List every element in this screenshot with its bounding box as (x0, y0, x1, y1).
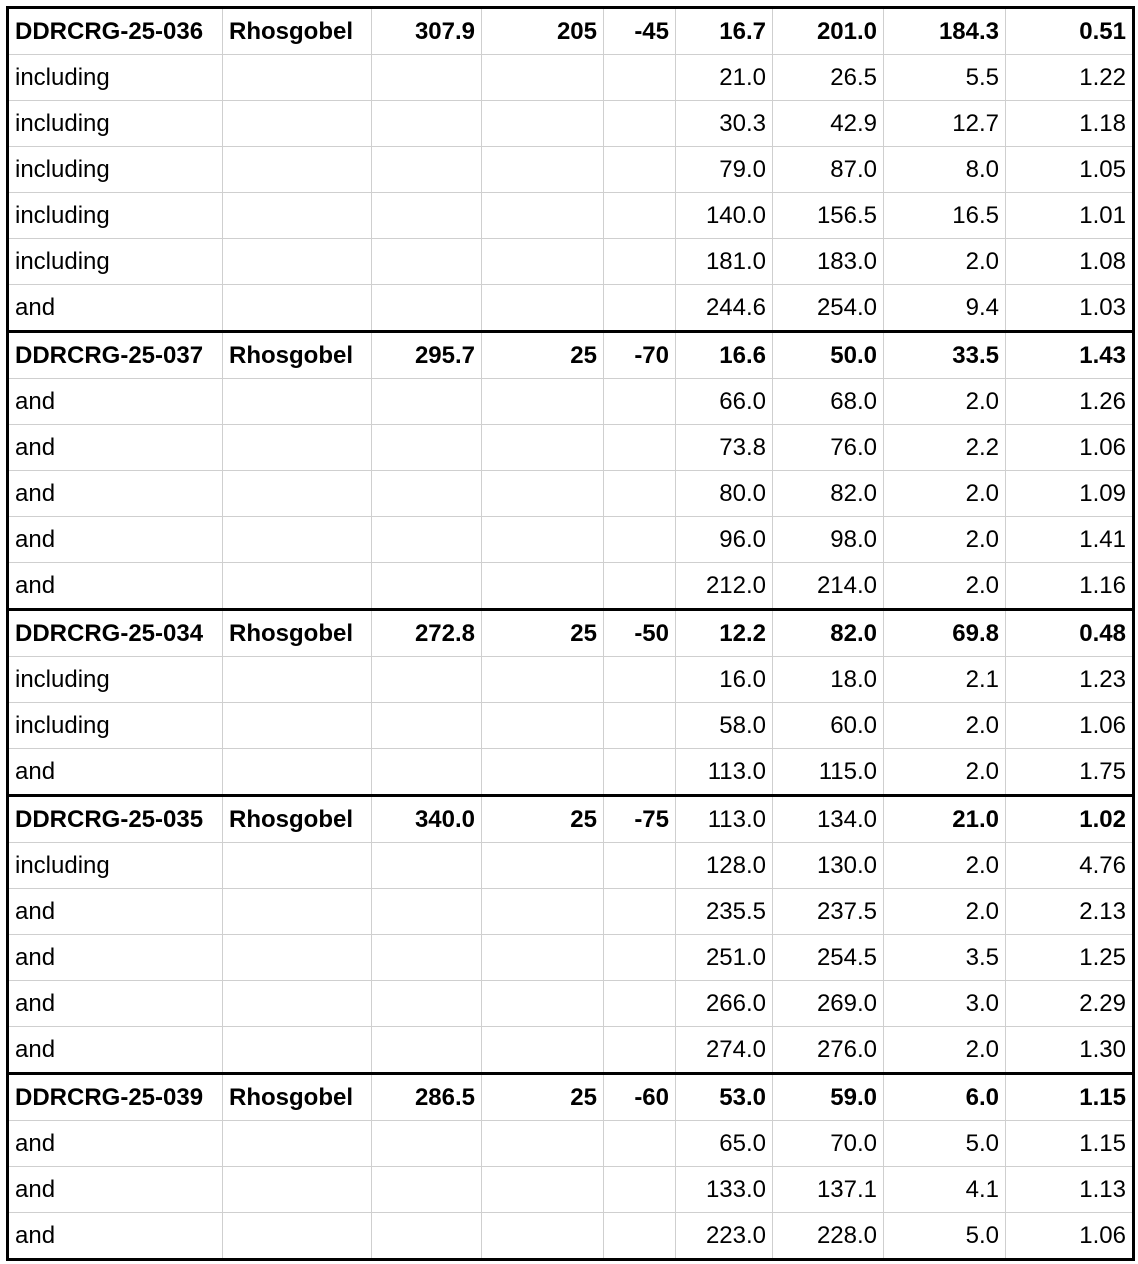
empty-cell (372, 981, 482, 1027)
from-cell: 80.0 (676, 471, 773, 517)
empty-cell (482, 101, 604, 147)
grade-cell: 1.18 (1006, 101, 1134, 147)
hole-id-cell: DDRCRG-25-039 (8, 1074, 223, 1121)
empty-cell (223, 1027, 372, 1074)
col4-value-cell: 25 (482, 332, 604, 379)
empty-cell (372, 285, 482, 332)
col4-value-cell: 25 (482, 1074, 604, 1121)
intercept-row (8, 425, 1134, 471)
interval-cell: 2.0 (884, 889, 1006, 935)
grade-cell: 0.48 (1006, 610, 1134, 657)
to-cell: 254.5 (773, 935, 884, 981)
interval-cell: 2.0 (884, 239, 1006, 285)
empty-cell (372, 1121, 482, 1167)
intercept-row (8, 889, 1134, 935)
hole-header-row (8, 332, 1134, 379)
empty-cell (372, 1213, 482, 1260)
qualifier-cell: and (8, 981, 223, 1027)
empty-cell (482, 55, 604, 101)
empty-cell (604, 55, 676, 101)
empty-cell (604, 1027, 676, 1074)
to-cell: 76.0 (773, 425, 884, 471)
col3-value-cell: 272.8 (372, 610, 482, 657)
empty-cell (604, 379, 676, 425)
empty-cell (604, 425, 676, 471)
grade-cell: 1.15 (1006, 1121, 1134, 1167)
interval-cell: 5.5 (884, 55, 1006, 101)
grade-cell: 1.13 (1006, 1167, 1134, 1213)
interval-cell: 2.0 (884, 703, 1006, 749)
interval-cell: 21.0 (884, 796, 1006, 843)
empty-cell (482, 517, 604, 563)
from-cell: 16.0 (676, 657, 773, 703)
interval-cell: 2.0 (884, 379, 1006, 425)
empty-cell (372, 703, 482, 749)
empty-cell (223, 563, 372, 610)
to-cell: 18.0 (773, 657, 884, 703)
qualifier-cell: and (8, 1121, 223, 1167)
intercept-row (8, 1167, 1134, 1213)
to-cell: 70.0 (773, 1121, 884, 1167)
grade-cell: 1.15 (1006, 1074, 1134, 1121)
intercept-row (8, 285, 1134, 332)
qualifier-cell: and (8, 749, 223, 796)
from-cell: 16.7 (676, 8, 773, 55)
empty-cell (223, 379, 372, 425)
grade-cell: 1.25 (1006, 935, 1134, 981)
from-cell: 244.6 (676, 285, 773, 332)
empty-cell (372, 239, 482, 285)
intercept-row (8, 657, 1134, 703)
to-cell: 254.0 (773, 285, 884, 332)
to-cell: 50.0 (773, 332, 884, 379)
grade-cell: 1.01 (1006, 193, 1134, 239)
empty-cell (223, 843, 372, 889)
empty-cell (604, 101, 676, 147)
hole-id-cell: DDRCRG-25-035 (8, 796, 223, 843)
interval-cell: 3.0 (884, 981, 1006, 1027)
to-cell: 237.5 (773, 889, 884, 935)
intercept-row (8, 239, 1134, 285)
empty-cell (604, 193, 676, 239)
empty-cell (372, 935, 482, 981)
col3-value-cell: 307.9 (372, 8, 482, 55)
qualifier-cell: and (8, 1167, 223, 1213)
empty-cell (604, 1167, 676, 1213)
to-cell: 59.0 (773, 1074, 884, 1121)
to-cell: 201.0 (773, 8, 884, 55)
empty-cell (482, 147, 604, 193)
to-cell: 82.0 (773, 471, 884, 517)
empty-cell (223, 889, 372, 935)
prospect-cell: Rhosgobel (223, 8, 372, 55)
to-cell: 156.5 (773, 193, 884, 239)
interval-cell: 5.0 (884, 1121, 1006, 1167)
hole-id-cell: DDRCRG-25-036 (8, 8, 223, 55)
empty-cell (482, 889, 604, 935)
from-cell: 235.5 (676, 889, 773, 935)
empty-cell (482, 471, 604, 517)
grade-cell: 1.03 (1006, 285, 1134, 332)
intercept-row (8, 935, 1134, 981)
qualifier-cell: including (8, 239, 223, 285)
col3-value-cell: 286.5 (372, 1074, 482, 1121)
from-cell: 251.0 (676, 935, 773, 981)
from-cell: 65.0 (676, 1121, 773, 1167)
empty-cell (372, 101, 482, 147)
empty-cell (604, 563, 676, 610)
interval-cell: 2.0 (884, 843, 1006, 889)
empty-cell (372, 379, 482, 425)
empty-cell (223, 285, 372, 332)
qualifier-cell: including (8, 101, 223, 147)
empty-cell (372, 563, 482, 610)
prospect-cell: Rhosgobel (223, 332, 372, 379)
empty-cell (482, 1213, 604, 1260)
empty-cell (604, 749, 676, 796)
empty-cell (223, 1213, 372, 1260)
prospect-cell: Rhosgobel (223, 610, 372, 657)
qualifier-cell: including (8, 703, 223, 749)
from-cell: 113.0 (676, 749, 773, 796)
empty-cell (372, 193, 482, 239)
empty-cell (482, 239, 604, 285)
grade-cell: 1.09 (1006, 471, 1134, 517)
hole-header-row (8, 1074, 1134, 1121)
empty-cell (372, 843, 482, 889)
grade-cell: 1.75 (1006, 749, 1134, 796)
empty-cell (223, 657, 372, 703)
empty-cell (604, 889, 676, 935)
col4-value-cell: 25 (482, 796, 604, 843)
from-cell: 21.0 (676, 55, 773, 101)
grade-cell: 1.16 (1006, 563, 1134, 610)
grade-cell: 1.22 (1006, 55, 1134, 101)
grade-cell: 0.51 (1006, 8, 1134, 55)
empty-cell (223, 703, 372, 749)
grade-cell: 1.06 (1006, 1213, 1134, 1260)
intercept-row (8, 1027, 1134, 1074)
qualifier-cell: including (8, 843, 223, 889)
qualifier-cell: and (8, 425, 223, 471)
from-cell: 96.0 (676, 517, 773, 563)
empty-cell (482, 425, 604, 471)
empty-cell (604, 703, 676, 749)
to-cell: 214.0 (773, 563, 884, 610)
empty-cell (372, 749, 482, 796)
empty-cell (223, 193, 372, 239)
grade-cell: 2.29 (1006, 981, 1134, 1027)
hole-header-row (8, 8, 1134, 55)
qualifier-cell: and (8, 517, 223, 563)
empty-cell (482, 1027, 604, 1074)
interval-cell: 2.0 (884, 517, 1006, 563)
to-cell: 134.0 (773, 796, 884, 843)
to-cell: 60.0 (773, 703, 884, 749)
intercept-row (8, 55, 1134, 101)
empty-cell (482, 563, 604, 610)
empty-cell (372, 657, 482, 703)
from-cell: 12.2 (676, 610, 773, 657)
empty-cell (482, 843, 604, 889)
empty-cell (372, 1027, 482, 1074)
empty-cell (223, 1167, 372, 1213)
interval-cell: 5.0 (884, 1213, 1006, 1260)
col4-value-cell: 205 (482, 8, 604, 55)
empty-cell (372, 517, 482, 563)
interval-cell: 8.0 (884, 147, 1006, 193)
grade-cell: 1.06 (1006, 703, 1134, 749)
from-cell: 66.0 (676, 379, 773, 425)
drill-results-table (6, 6, 1135, 1261)
from-cell: 212.0 (676, 563, 773, 610)
interval-cell: 2.0 (884, 1027, 1006, 1074)
from-cell: 133.0 (676, 1167, 773, 1213)
from-cell: 140.0 (676, 193, 773, 239)
interval-cell: 2.1 (884, 657, 1006, 703)
qualifier-cell: and (8, 1213, 223, 1260)
grade-cell: 1.08 (1006, 239, 1134, 285)
from-cell: 73.8 (676, 425, 773, 471)
from-cell: 53.0 (676, 1074, 773, 1121)
interval-cell: 16.5 (884, 193, 1006, 239)
prospect-cell: Rhosgobel (223, 796, 372, 843)
col5-value-cell: -70 (604, 332, 676, 379)
empty-cell (604, 657, 676, 703)
intercept-row (8, 1121, 1134, 1167)
qualifier-cell: and (8, 379, 223, 425)
empty-cell (223, 471, 372, 517)
intercept-row (8, 563, 1134, 610)
empty-cell (482, 193, 604, 239)
to-cell: 276.0 (773, 1027, 884, 1074)
empty-cell (482, 379, 604, 425)
intercept-row (8, 749, 1134, 796)
col5-value-cell: -60 (604, 1074, 676, 1121)
from-cell: 223.0 (676, 1213, 773, 1260)
qualifier-cell: including (8, 147, 223, 193)
from-cell: 266.0 (676, 981, 773, 1027)
to-cell: 68.0 (773, 379, 884, 425)
empty-cell (482, 1167, 604, 1213)
to-cell: 42.9 (773, 101, 884, 147)
to-cell: 183.0 (773, 239, 884, 285)
empty-cell (223, 425, 372, 471)
col5-value-cell: -50 (604, 610, 676, 657)
empty-cell (372, 889, 482, 935)
hole-header-row (8, 610, 1134, 657)
empty-cell (482, 935, 604, 981)
intercept-row (8, 379, 1134, 425)
empty-cell (604, 239, 676, 285)
grade-cell: 1.41 (1006, 517, 1134, 563)
empty-cell (223, 1121, 372, 1167)
interval-cell: 2.2 (884, 425, 1006, 471)
intercept-row (8, 471, 1134, 517)
grade-cell: 1.43 (1006, 332, 1134, 379)
empty-cell (604, 517, 676, 563)
prospect-cell: Rhosgobel (223, 1074, 372, 1121)
grade-cell: 4.76 (1006, 843, 1134, 889)
hole-id-cell: DDRCRG-25-037 (8, 332, 223, 379)
hole-header-row (8, 796, 1134, 843)
intercept-row (8, 101, 1134, 147)
grade-cell: 1.23 (1006, 657, 1134, 703)
intercept-row (8, 981, 1134, 1027)
empty-cell (604, 147, 676, 193)
grade-cell: 1.30 (1006, 1027, 1134, 1074)
empty-cell (223, 517, 372, 563)
to-cell: 98.0 (773, 517, 884, 563)
grade-cell: 1.05 (1006, 147, 1134, 193)
empty-cell (604, 471, 676, 517)
from-cell: 58.0 (676, 703, 773, 749)
empty-cell (604, 1213, 676, 1260)
empty-cell (604, 935, 676, 981)
interval-cell: 184.3 (884, 8, 1006, 55)
to-cell: 137.1 (773, 1167, 884, 1213)
empty-cell (223, 239, 372, 285)
qualifier-cell: and (8, 935, 223, 981)
interval-cell: 2.0 (884, 563, 1006, 610)
empty-cell (372, 471, 482, 517)
empty-cell (372, 1167, 482, 1213)
to-cell: 87.0 (773, 147, 884, 193)
qualifier-cell: and (8, 889, 223, 935)
to-cell: 115.0 (773, 749, 884, 796)
grade-cell: 1.26 (1006, 379, 1134, 425)
empty-cell (482, 1121, 604, 1167)
empty-cell (482, 657, 604, 703)
from-cell: 181.0 (676, 239, 773, 285)
to-cell: 269.0 (773, 981, 884, 1027)
interval-cell: 4.1 (884, 1167, 1006, 1213)
from-cell: 274.0 (676, 1027, 773, 1074)
intercept-row (8, 193, 1134, 239)
from-cell: 30.3 (676, 101, 773, 147)
empty-cell (223, 981, 372, 1027)
col4-value-cell: 25 (482, 610, 604, 657)
col3-value-cell: 340.0 (372, 796, 482, 843)
from-cell: 79.0 (676, 147, 773, 193)
table-body (8, 8, 1134, 1260)
qualifier-cell: including (8, 193, 223, 239)
to-cell: 26.5 (773, 55, 884, 101)
empty-cell (482, 749, 604, 796)
grade-cell: 2.13 (1006, 889, 1134, 935)
qualifier-cell: and (8, 285, 223, 332)
empty-cell (372, 425, 482, 471)
empty-cell (372, 147, 482, 193)
empty-cell (482, 703, 604, 749)
interval-cell: 2.0 (884, 749, 1006, 796)
intercept-row (8, 147, 1134, 193)
interval-cell: 33.5 (884, 332, 1006, 379)
col5-value-cell: -45 (604, 8, 676, 55)
intercept-row (8, 703, 1134, 749)
col3-value-cell: 295.7 (372, 332, 482, 379)
qualifier-cell: including (8, 55, 223, 101)
interval-cell: 12.7 (884, 101, 1006, 147)
from-cell: 113.0 (676, 796, 773, 843)
hole-id-cell: DDRCRG-25-034 (8, 610, 223, 657)
empty-cell (604, 843, 676, 889)
empty-cell (223, 147, 372, 193)
empty-cell (482, 981, 604, 1027)
empty-cell (604, 1121, 676, 1167)
empty-cell (372, 55, 482, 101)
qualifier-cell: including (8, 657, 223, 703)
intercept-row (8, 843, 1134, 889)
qualifier-cell: and (8, 563, 223, 610)
intercept-row (8, 517, 1134, 563)
to-cell: 228.0 (773, 1213, 884, 1260)
empty-cell (223, 935, 372, 981)
empty-cell (482, 285, 604, 332)
empty-cell (223, 101, 372, 147)
col5-value-cell: -75 (604, 796, 676, 843)
qualifier-cell: and (8, 1027, 223, 1074)
from-cell: 128.0 (676, 843, 773, 889)
interval-cell: 9.4 (884, 285, 1006, 332)
qualifier-cell: and (8, 471, 223, 517)
intercept-row (8, 1213, 1134, 1260)
empty-cell (604, 285, 676, 332)
from-cell: 16.6 (676, 332, 773, 379)
interval-cell: 6.0 (884, 1074, 1006, 1121)
empty-cell (604, 981, 676, 1027)
grade-cell: 1.06 (1006, 425, 1134, 471)
empty-cell (223, 749, 372, 796)
to-cell: 82.0 (773, 610, 884, 657)
interval-cell: 3.5 (884, 935, 1006, 981)
interval-cell: 2.0 (884, 471, 1006, 517)
empty-cell (223, 55, 372, 101)
interval-cell: 69.8 (884, 610, 1006, 657)
to-cell: 130.0 (773, 843, 884, 889)
grade-cell: 1.02 (1006, 796, 1134, 843)
